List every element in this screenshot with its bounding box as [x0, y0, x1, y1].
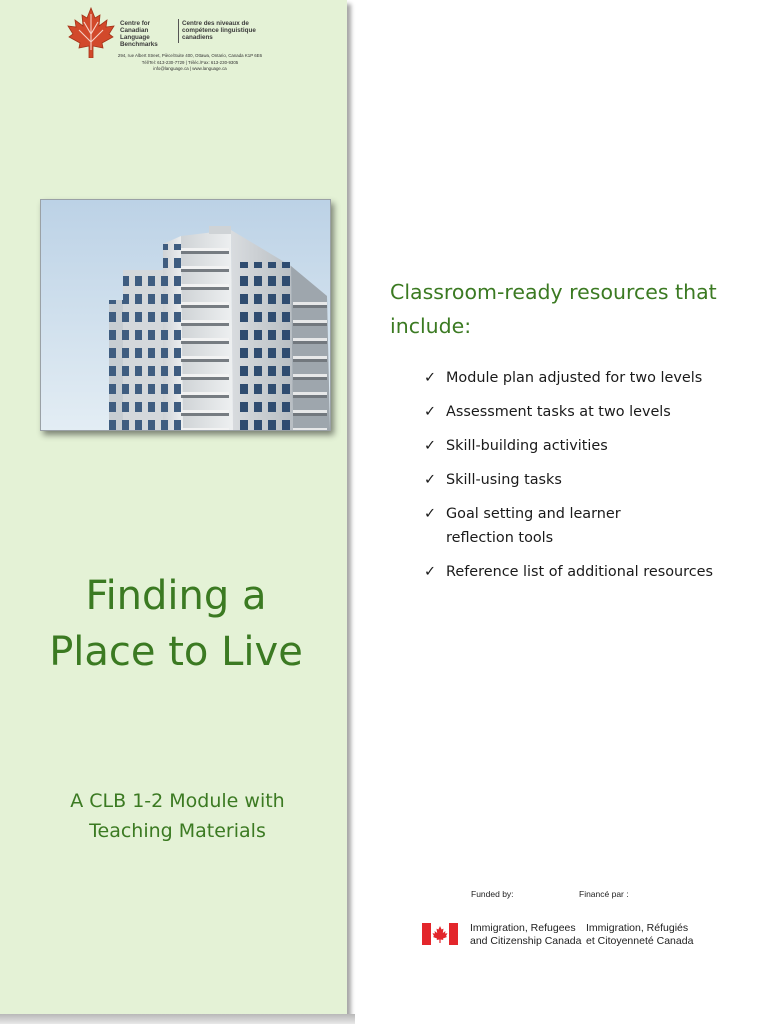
contact-line: info@language.ca | www.language.ca [153, 66, 227, 71]
subtitle-line: A CLB 1-2 Module with [70, 790, 285, 812]
list-item [424, 502, 644, 550]
title-line: Place to Live [49, 629, 303, 675]
check-icon: ✓ [424, 564, 437, 580]
department-line: Immigration, Réfugiés [586, 922, 689, 934]
apartment-building-image [41, 200, 330, 430]
department-line: et Citoyenneté Canada [586, 935, 694, 947]
phone-line: Tél/Tel: 613-230-7729 | Téléc./Fax: 613-230-9305 [141, 59, 239, 65]
check-icon: ✓ [424, 472, 437, 488]
cover-subtitle [0, 786, 355, 846]
resources-list [424, 366, 754, 594]
department-line: Immigration, Refugees [470, 922, 576, 934]
cover-sidebar [0, 0, 347, 1015]
list-item-text: Module plan adjusted for two levels [446, 370, 703, 386]
list-item [424, 560, 754, 584]
list-item-text: Assessment tasks at two levels [446, 404, 671, 420]
list-item-text: Skill-using tasks [446, 472, 562, 488]
list-item-text: Skill-building activities [446, 438, 608, 454]
building-photo [40, 199, 331, 431]
list-item-text: Reference list of additional resources [446, 564, 713, 580]
maple-leaf-icon [66, 6, 116, 58]
subtitle-line: Teaching Materials [89, 820, 266, 842]
check-icon: ✓ [424, 506, 437, 522]
org-name-en: Centre for Canadian Language Benchmarks [120, 20, 158, 48]
org-name-fr: Centre des niveaux de compétence linguistique canadiens [182, 20, 256, 41]
list-item [424, 468, 754, 492]
list-item-text: Goal setting and learner reflection tools [446, 506, 621, 546]
funded-by-label: Funded by: [471, 889, 514, 899]
check-icon: ✓ [424, 404, 437, 420]
resources-heading: Classroom-ready resources that include: [390, 280, 717, 338]
department-name-fr [586, 922, 693, 948]
title-line: Finding a [85, 573, 267, 619]
department-name-en [470, 922, 582, 948]
list-item [424, 400, 754, 424]
canada-flag-icon [422, 923, 458, 945]
cover-title [0, 568, 352, 680]
cclb-logo [64, 6, 294, 86]
check-icon: ✓ [424, 438, 437, 454]
list-item [424, 434, 754, 458]
logo-divider [178, 19, 179, 43]
department-line: and Citizenship Canada [470, 935, 582, 947]
address-line: 294, rue Albert Street, Pièce/Suite 400, Ottawa, Ontario, Canada K1P 6E6 [117, 53, 263, 58]
finance-par-label: Financé par : [579, 889, 629, 899]
org-address [64, 53, 316, 73]
sidebar-bottom-edge [0, 1014, 355, 1024]
check-icon: ✓ [424, 370, 437, 386]
list-item [424, 366, 754, 390]
